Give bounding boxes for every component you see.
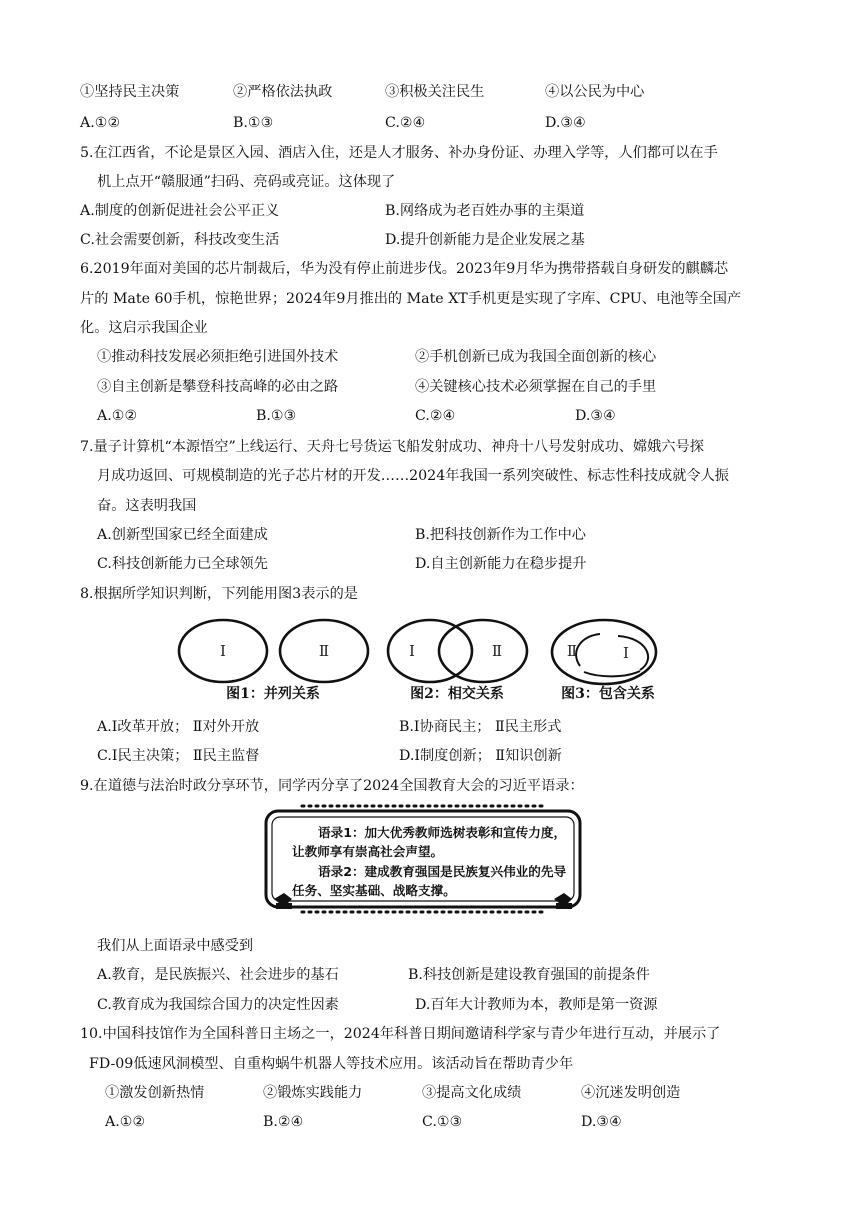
- fig2-circle-1: [388, 620, 472, 682]
- q10-item-3: ③提高文化成绩: [422, 1085, 522, 1101]
- q5-option-d: D.提升创新能力是企业发展之基: [385, 232, 585, 248]
- book-icon-left: [274, 893, 292, 909]
- q8-option-c: C.Ⅰ民主决策； Ⅱ民主监督: [97, 748, 260, 764]
- q6-item-2: ②手机创新已成为我国全面创新的核心: [415, 349, 657, 365]
- q10-item-4: ④沉迷发明创造: [581, 1085, 681, 1101]
- q6-choice-a: A.①②: [97, 408, 138, 424]
- q9-option-c: C.教育成为我国综合国力的决定性因素: [97, 997, 339, 1013]
- q4-choice-a: A.①②: [80, 115, 121, 131]
- q9-option-d: D.百年大计教师为本，教师是第一资源: [415, 997, 658, 1013]
- q6-choice-d: D.③④: [575, 408, 616, 424]
- q7-option-a: A.创新型国家已经全面建成: [97, 527, 268, 543]
- q8-option-b: B.Ⅰ协商民主； Ⅱ民主形式: [399, 719, 562, 735]
- q6-choice-b: B.①③: [256, 408, 297, 424]
- q6-stem-line-2: 片的 Mate 60手机，惊艳世界；2024年9月推出的 Mate XT手机更是实现了字库、CPU、电池等全国产: [80, 291, 742, 307]
- quote-1-line-1: 语录1：加大优秀教师选树表彰和宣传力度，: [318, 825, 567, 840]
- q5-option-b: B.网络成为老百姓办事的主渠道: [385, 203, 585, 219]
- fig3-inner-circle: [576, 634, 648, 676]
- q10-choice-d: D.③④: [581, 1114, 622, 1130]
- q7-stem-line-1: 7.量子计算机“本源悟空”上线运行、天舟七号货运飞船发射成功、神舟十八号发射成功、嫦娥六号探: [80, 439, 704, 455]
- q6-stem-line-3: 化。这启示我国企业: [80, 320, 208, 336]
- q9-stem: 9.在道德与法治时政分享环节，同学丙分享了2024全国教育大会的习近平语录：: [80, 778, 584, 794]
- q10-choice-a: A.①②: [105, 1114, 146, 1130]
- fig3-label-outer: Ⅱ: [566, 642, 578, 660]
- fig1-label-2: Ⅱ: [318, 642, 330, 660]
- fig2-circle-2: [439, 620, 527, 682]
- q5-option-c: C.社会需要创新，科技改变生活: [80, 232, 280, 248]
- q8-stem: 8.根据所学知识判断，下列能用图3表示的是: [80, 586, 358, 602]
- fig2-label-2: Ⅱ: [491, 642, 503, 660]
- quote-1-line-2: 让教师享有崇高社会声望。: [292, 844, 444, 859]
- quote-2-line-2: 任务、坚实基础、战略支撑。: [292, 883, 456, 898]
- relationship-diagrams: [170, 616, 670, 708]
- q6-item-3: ③自主创新是攀登科技高峰的必由之路: [97, 379, 339, 395]
- q10-stem-line-1: 10.中国科技馆作为全国科普日主场之一，2024年科普日期间邀请科学家与青少年进行互动，并展示了: [80, 1026, 721, 1042]
- fig3-label-inner: Ⅰ: [623, 644, 629, 662]
- fig2-label-1: Ⅰ: [409, 642, 415, 660]
- fig2-caption: 图2：相交关系: [410, 686, 504, 702]
- fig1-label-1: Ⅰ: [220, 642, 226, 660]
- q4-item-4: ④以公民为中心: [545, 84, 645, 100]
- q4-item-1: ①坚持民主决策: [80, 84, 180, 100]
- q4-choice-b: B.①③: [233, 115, 274, 131]
- q10-choice-c: C.①③: [422, 1114, 463, 1130]
- q6-choice-c: C.②④: [415, 408, 456, 424]
- q7-option-d: D.自主创新能力在稳步提升: [415, 556, 587, 572]
- q9-prompt: 我们从上面语录中感受到: [97, 938, 254, 954]
- q5-option-a: A.制度的创新促进社会公平正义: [80, 203, 280, 219]
- q4-item-3: ③积极关注民生: [385, 84, 485, 100]
- q5-stem-line-2: 机上点开“赣服通”扫码、亮码或亮证。这体现了: [97, 174, 396, 190]
- quote-box: [262, 803, 584, 915]
- quote-2-line-1: 语录2：建成教育强国是民族复兴伟业的先导: [318, 864, 567, 879]
- book-icon-right: [554, 893, 572, 909]
- q10-item-2: ②锻炼实践能力: [263, 1085, 363, 1101]
- q4-choice-d: D.③④: [545, 115, 586, 131]
- q5-stem-line-1: 5.在江西省，不论是景区入园、酒店入住，还是人才服务、补办身份证、办理入学等，人们都可以在手: [80, 145, 718, 161]
- q9-option-a: A.教育，是民族振兴、社会进步的基石: [97, 967, 339, 983]
- q6-item-1: ①推动科技发展必须拒绝引进国外技术: [97, 349, 339, 365]
- q6-stem-line-1: 6.2019年面对美国的芯片制裁后，华为没有停止前进步伐。2023年9月华为携带搭载自身研发的麒麟芯: [80, 261, 729, 277]
- q10-item-1: ①激发创新热情: [105, 1085, 205, 1101]
- fig1-caption: 图1：并列关系: [226, 686, 320, 702]
- q7-option-b: B.把科技创新作为工作中心: [415, 527, 586, 543]
- q7-stem-line-3: 奋。这表明我国: [97, 498, 197, 514]
- q6-item-4: ④关键核心技术必须掌握在自己的手里: [415, 379, 657, 395]
- q4-choice-c: C.②④: [385, 115, 426, 131]
- q7-option-c: C.科技创新能力已全球领先: [97, 556, 268, 572]
- fig3-caption: 图3：包含关系: [561, 686, 655, 702]
- q10-choice-b: B.②④: [263, 1114, 304, 1130]
- q8-option-a: A.Ⅰ改革开放； Ⅱ对外开放: [97, 719, 260, 735]
- q9-option-b: B.科技创新是建设教育强国的前提条件: [408, 967, 650, 983]
- q8-option-d: D.Ⅰ制度创新； Ⅱ知识创新: [399, 748, 562, 764]
- q4-item-2: ②严格依法执政: [233, 84, 333, 100]
- q10-stem-line-2: FD-09低速风洞模型、自重构蜗牛机器人等技术应用。该活动旨在帮助青少年: [89, 1056, 574, 1072]
- q7-stem-line-2: 月成功返回、可规模制造的光子芯片材的开发……2024年我国一系列突破性、标志性科技成就令人振: [97, 468, 729, 484]
